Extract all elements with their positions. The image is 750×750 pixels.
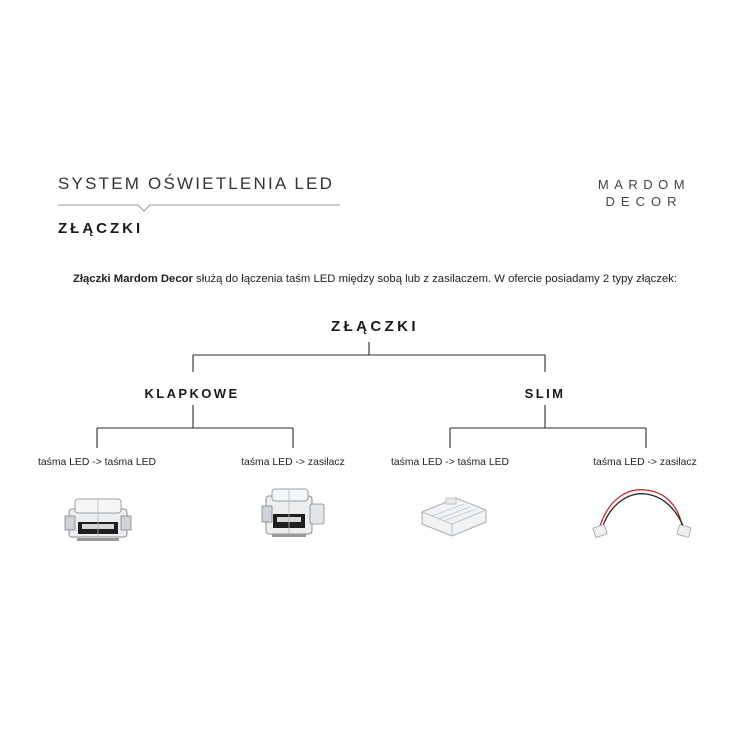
clip-connector-strip-to-strip-icon — [62, 494, 134, 546]
intro-text-body: służą do łączenia taśm LED między sobą lub z zasilaczem. W ofercie posiadamy 2 typy złączek: — [192, 273, 677, 285]
leaf-slim-strip-to-strip: taśma LED -> taśma LED — [390, 457, 510, 468]
section-title: ZŁĄCZKI — [58, 220, 144, 237]
leaf-klapkowe-strip-to-power: taśma LED -> zasilacz — [241, 457, 345, 468]
branch-klapkowe-label: KLAPKOWE — [144, 386, 240, 401]
brand-logo-line1: MARDOM — [597, 177, 691, 192]
slim-connector-wire-icon — [590, 476, 698, 546]
tree-root-label: ZŁĄCZKI — [331, 318, 419, 335]
branch-slim-label: SLIM — [524, 386, 566, 401]
page-header-title: SYSTEM OŚWIETLENIA LED — [58, 174, 335, 193]
leaf-slim-strip-to-power: taśma LED -> zasilacz — [593, 457, 697, 468]
clip-connector-strip-to-power-icon — [258, 486, 330, 544]
brand-logo-line2: DECOR — [605, 194, 683, 209]
leaf-klapkowe-strip-to-strip: taśma LED -> taśma LED — [37, 457, 157, 468]
intro-text-bold: Złączki Mardom Decor — [72, 273, 193, 285]
slim-connector-strip-to-strip-icon — [416, 490, 492, 542]
